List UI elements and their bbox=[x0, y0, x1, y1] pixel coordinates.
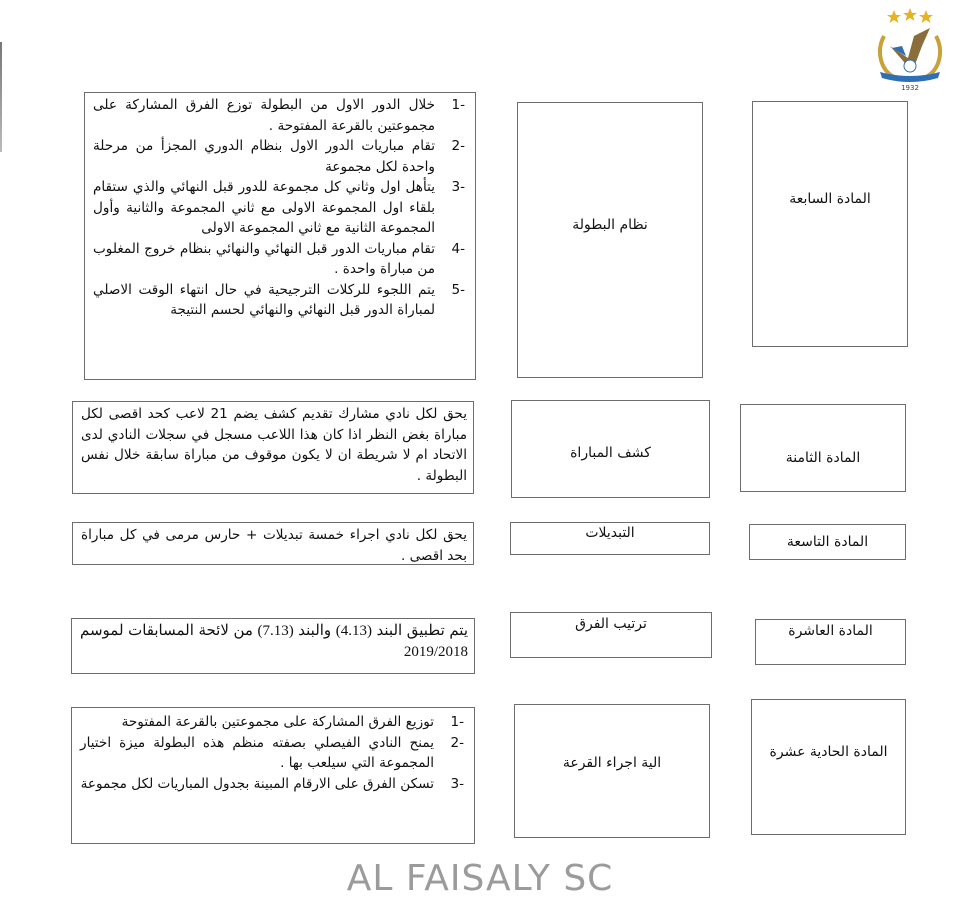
list-item: 2- تقام مباريات الدور الاول بنظام الدوري المجزأ من مرحلة واحدة لكل مجموعة bbox=[93, 138, 465, 175]
article-8-text: يحق لكل نادي مشارك تقديم كشف يضم 21 لاعب كحد اقصى لكل مباراة بغض النظر اذا كان هذا اللاعب مسجل في سجلات النادي لدى الاتحاد ام لا شريطة ان لا يكون موقوف من مباراة سابقة خلال نفس البطولة . bbox=[81, 406, 467, 484]
article-8-content bbox=[72, 401, 474, 494]
article-11-title: المادة الحادية عشرة bbox=[769, 744, 888, 760]
article-7-label bbox=[752, 101, 908, 347]
article-9-text: يحق لكل نادي اجراء خمسة تبديلات + حارس مرمى في كل مباراة بحد اقصى . bbox=[81, 527, 467, 564]
article-8-topic-text: كشف المباراة bbox=[570, 445, 651, 461]
article-7-topic-text: نظام البطولة bbox=[572, 217, 648, 233]
article-11-content bbox=[71, 707, 475, 844]
list-item: 1- خلال الدور الاول من البطولة توزع الفرق المشاركة على مجموعتين بالقرعة المفتوحة . bbox=[93, 97, 465, 134]
logo-year: 1932 bbox=[901, 84, 919, 92]
article-9-title: المادة التاسعة bbox=[786, 534, 869, 550]
article-9-label bbox=[749, 524, 906, 560]
article-10-content bbox=[71, 618, 475, 674]
article-10-label bbox=[755, 619, 906, 665]
list-item: 2- يمنح النادي الفيصلي بصفته منظم هذه البطولة ميزة اختيار المجموعة التي سيلعب بها . bbox=[80, 734, 464, 771]
footer-club-name: AL FAISALY SC bbox=[346, 858, 614, 899]
article-11-topic-text: الية اجراء القرعة bbox=[562, 755, 662, 771]
article-9-topic bbox=[510, 522, 710, 555]
article-11-label bbox=[751, 699, 906, 835]
article-9-topic-text: التبديلات bbox=[585, 525, 635, 541]
article-8-topic bbox=[511, 400, 710, 498]
article-11-topic bbox=[514, 704, 710, 838]
al-faisaly-eagle-crest-icon bbox=[870, 6, 950, 92]
article-10-text: يتم تطبيق البند (4.13) والبند (7.13) من لائحة المسابقات لموسم 2019/2018 bbox=[80, 623, 468, 660]
article-10-title: المادة العاشرة bbox=[788, 623, 873, 639]
article-8-label bbox=[740, 404, 906, 492]
article-9-content bbox=[72, 522, 474, 565]
list-item: 3- يتأهل اول وثاني كل مجموعة للدور قبل النهائي والذي ستقام بلقاء اول المجموعة الاولى مع ثاني المجموعة والثانية وأول المجموعة الثانية مع ثاني المجموعة الاولى bbox=[93, 179, 465, 236]
list-item: 5- يتم اللجوء للركلات الترجيحية في حال انتهاء الوقت الاصلي لمباراة الدور قبل النهائي والنهائي لحسم النتيجة bbox=[93, 281, 465, 318]
list-item: 3- تسكن الفرق على الارقام المبينة بجدول المباريات لكل مجموعة bbox=[80, 775, 464, 792]
club-logo bbox=[870, 6, 950, 92]
article-10-topic bbox=[510, 612, 712, 658]
scan-edge-artifact bbox=[0, 42, 2, 152]
article-7-content bbox=[84, 92, 476, 380]
list-item: 4- تقام مباريات الدور قبل النهائي والنهائي بنظام خروج المغلوب من مباراة واحدة . bbox=[93, 240, 465, 277]
article-7-list bbox=[93, 95, 469, 321]
article-7-topic bbox=[517, 102, 703, 378]
article-8-title: المادة الثامنة bbox=[785, 450, 861, 466]
list-item: 1- توزيع الفرق المشاركة على مجموعتين بالقرعة المفتوحة bbox=[121, 714, 464, 730]
article-10-topic-text: ترتيب الفرق bbox=[575, 616, 647, 632]
article-7-title: المادة السابعة bbox=[789, 191, 871, 207]
article-11-list bbox=[80, 710, 468, 794]
